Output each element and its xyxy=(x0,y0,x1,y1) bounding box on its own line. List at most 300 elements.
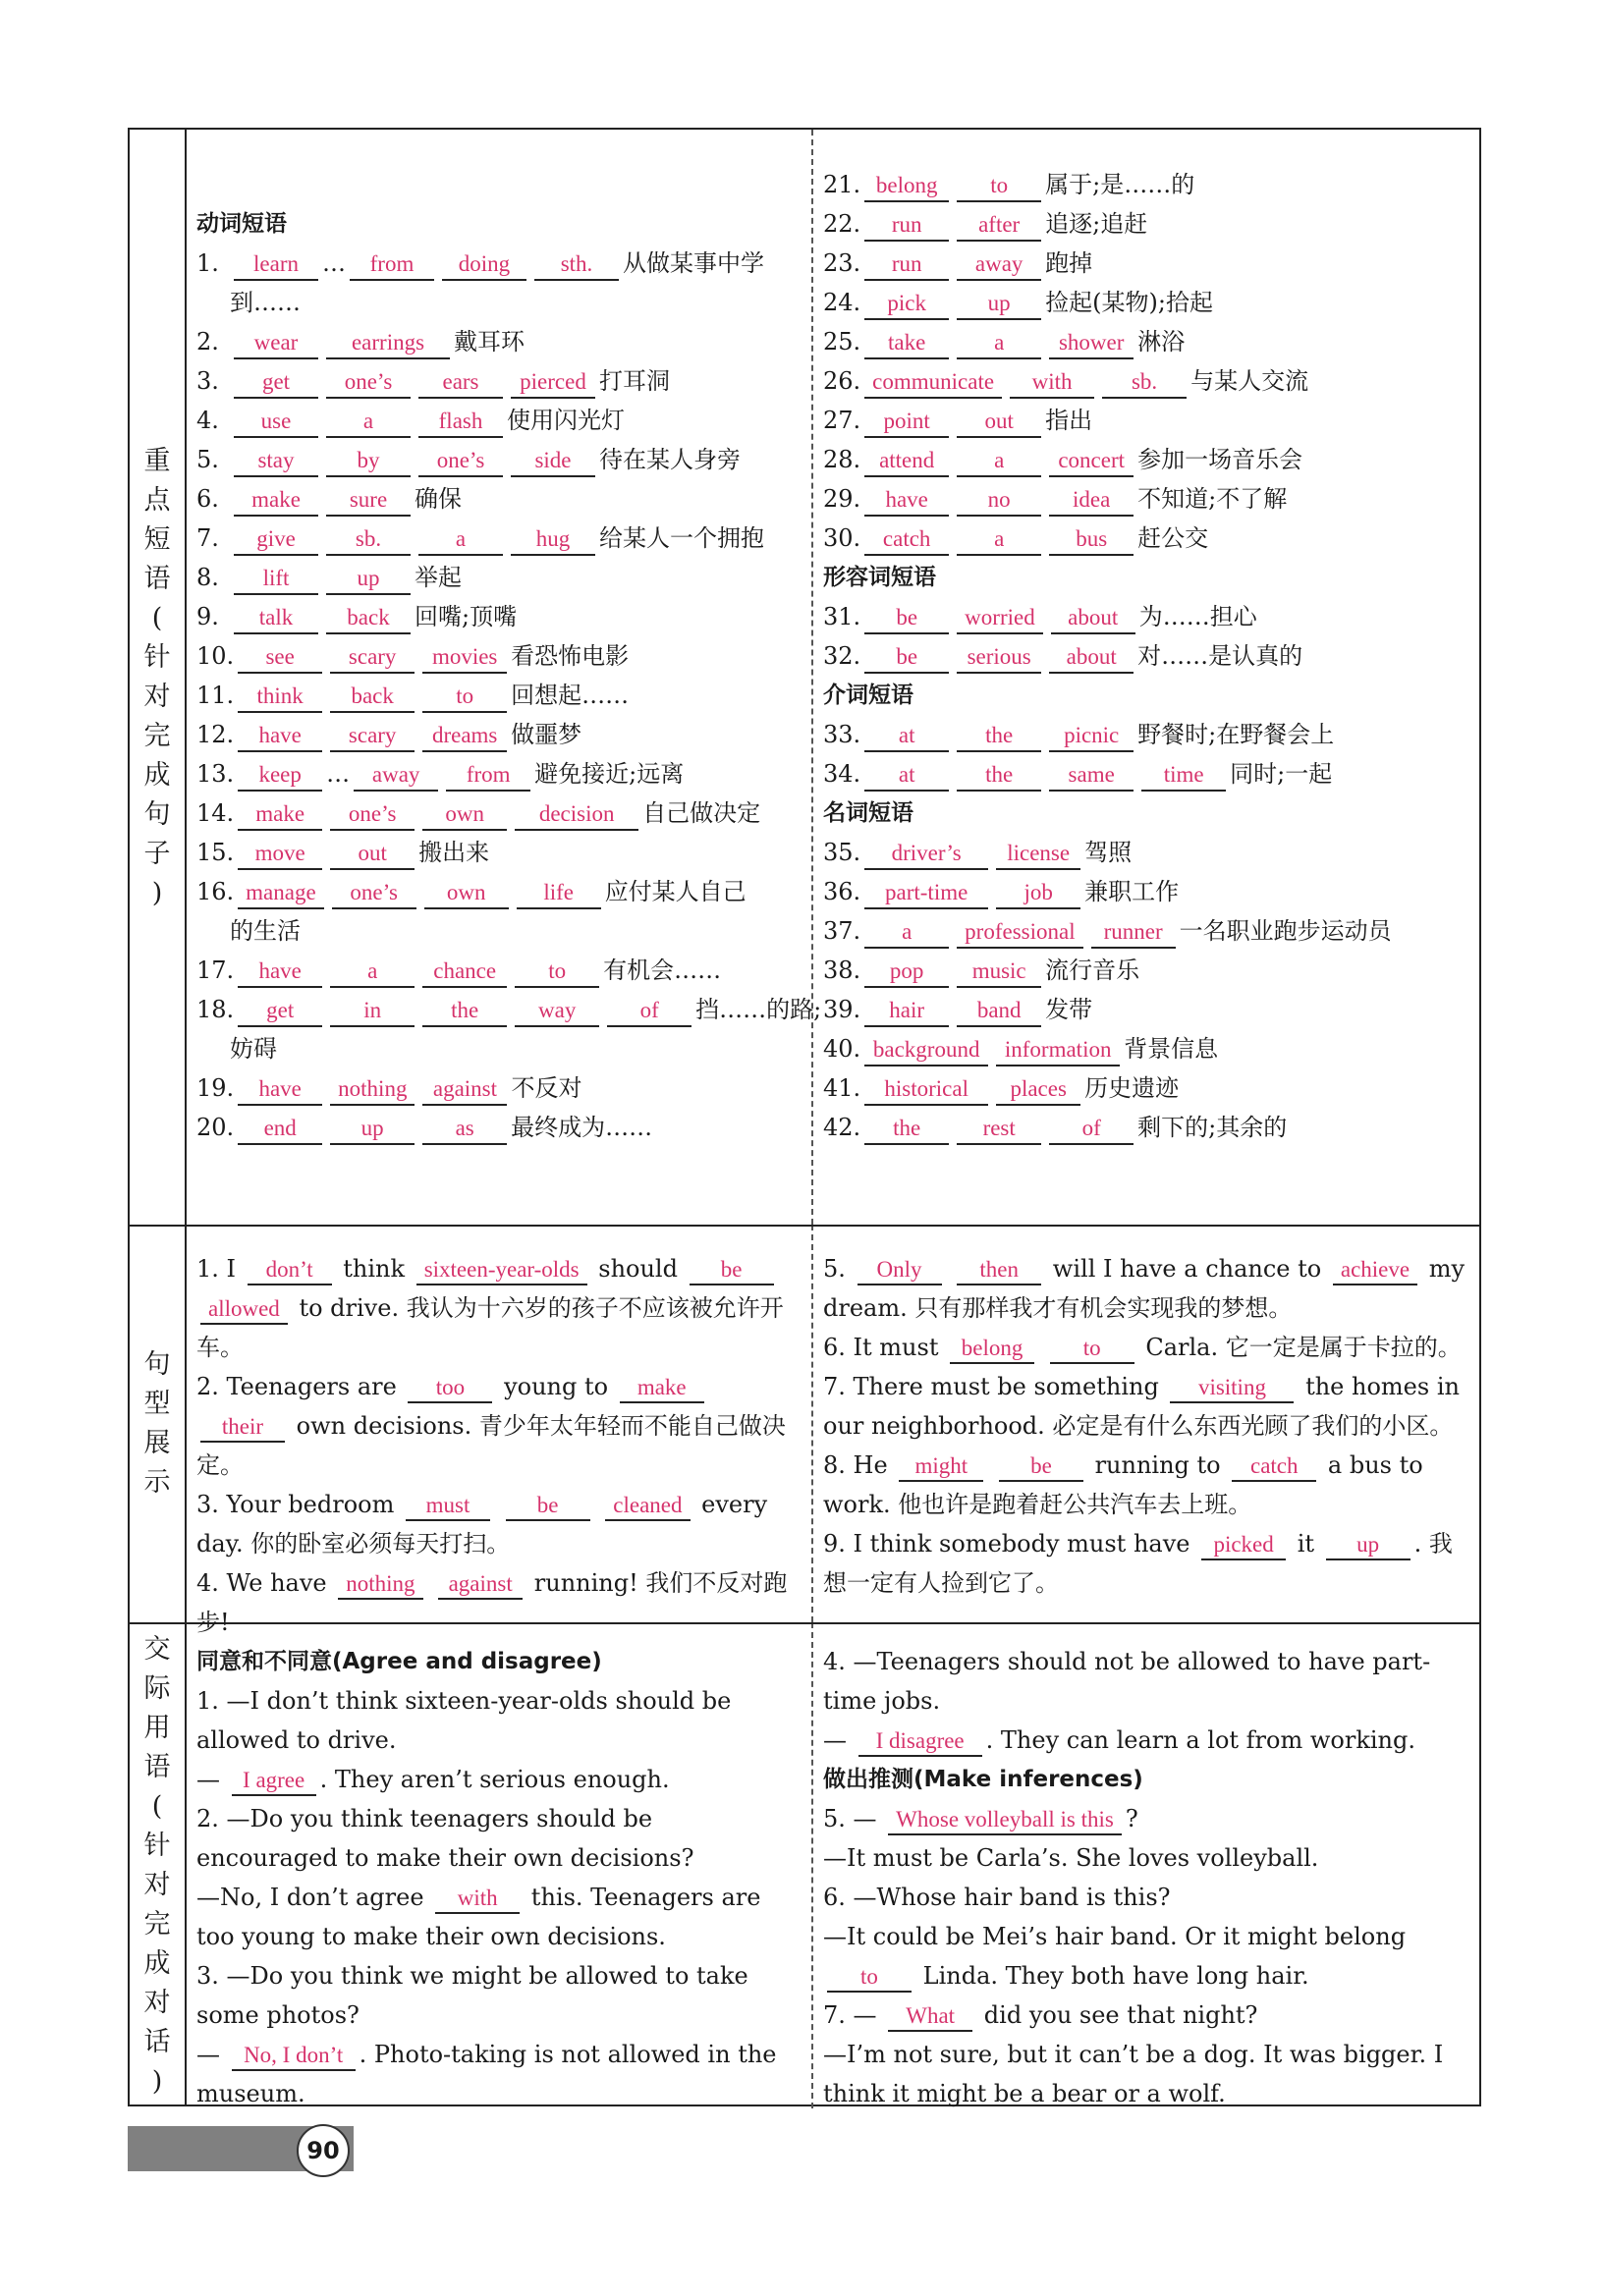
answer-blank: the xyxy=(864,1114,949,1145)
answer-blank: I disagree xyxy=(858,1727,982,1757)
answer-blank: side xyxy=(511,446,595,477)
answer-blank: up xyxy=(330,1114,415,1145)
verb-phrases-heading: 动词短语 xyxy=(196,211,287,237)
text: young to xyxy=(496,1373,616,1400)
text: —It must be Carla’s. She loves volleyball. xyxy=(823,1844,1319,1872)
phrase-item xyxy=(196,322,801,361)
text: ? xyxy=(1125,1805,1138,1832)
item-number: 6. xyxy=(196,485,219,513)
answer-blank: have xyxy=(238,721,322,752)
text: 应付某人自己 xyxy=(604,878,747,905)
answer-blank: hug xyxy=(511,524,595,556)
phrase-item xyxy=(823,715,1471,754)
text: 背景信息 xyxy=(1124,1035,1219,1063)
item-number: 31. xyxy=(823,603,861,630)
item-number: 20. xyxy=(196,1114,235,1141)
item-number: 39. xyxy=(823,996,861,1023)
text: every day. 你的卧室必须每天打扫。 xyxy=(196,1491,768,1558)
answer-blank: be xyxy=(999,1452,1083,1482)
answer-blank: a xyxy=(418,524,503,556)
text: my dream. 只有那样我才有机会实现我的梦想。 xyxy=(823,1255,1466,1322)
item-number: 29. xyxy=(823,485,861,513)
answer-blank: belong xyxy=(950,1335,1034,1364)
text: 4. We have xyxy=(196,1569,335,1597)
answer-blank: against xyxy=(438,1570,523,1600)
text: 对……是认真的 xyxy=(1137,642,1303,670)
text xyxy=(987,1451,995,1479)
text xyxy=(594,1491,602,1518)
item-number: 17. xyxy=(196,957,235,984)
text: 野餐时;在野餐会上 xyxy=(1137,721,1335,748)
text: 避免接近;远离 xyxy=(534,760,685,788)
item-number: 22. xyxy=(823,210,861,238)
label-char: 句 xyxy=(143,1348,171,1380)
answer-blank: in xyxy=(330,996,415,1027)
phrase-item xyxy=(196,951,801,990)
answer-blank: picnic xyxy=(1049,721,1134,752)
answer-blank: What xyxy=(888,2002,972,2032)
label-char: 语 xyxy=(143,1751,171,1782)
text: Carla. 它一定是属于卡拉的。 xyxy=(1137,1334,1462,1361)
answer-blank: against xyxy=(422,1074,507,1106)
answer-blank: the xyxy=(957,721,1041,752)
item-number: 26. xyxy=(823,367,861,395)
text: 参加一场音乐会 xyxy=(1137,446,1303,473)
phrase-item xyxy=(823,872,1471,911)
answer-blank: I agree xyxy=(232,1767,316,1796)
answer-blank: dreams xyxy=(422,721,507,752)
exercise-line xyxy=(196,2035,801,2113)
section-label-key-phrases xyxy=(130,130,185,1225)
text: 待在某人身旁 xyxy=(599,446,741,473)
answer-blank: run xyxy=(864,210,949,242)
exercise-line xyxy=(823,1524,1471,1603)
item-number: 38. xyxy=(823,957,861,984)
phrase-item xyxy=(823,165,1471,204)
text: 1. —I don’t think sixteen-year-olds should be allowed to drive. xyxy=(196,1687,732,1754)
answer-blank: have xyxy=(238,957,322,988)
phrase-item xyxy=(196,244,801,283)
answer-blank: cleaned xyxy=(605,1492,690,1521)
phrase-item xyxy=(196,1108,801,1147)
exercise-line xyxy=(823,1249,1471,1328)
text xyxy=(427,1569,435,1597)
answer-blank: manage xyxy=(238,878,324,909)
phrase-item xyxy=(823,1068,1471,1108)
text: 3. —Do you think we might be allowed to take some photos? xyxy=(196,1962,748,2029)
item-number: 15. xyxy=(196,839,235,866)
answer-blank: to xyxy=(827,1963,912,1993)
item-number: 19. xyxy=(196,1074,235,1102)
text: 妨碍 xyxy=(230,1035,277,1063)
sentence-patterns-left xyxy=(196,1249,801,1642)
item-number: 5. xyxy=(196,446,219,473)
label-char: 示 xyxy=(143,1466,171,1498)
answer-blank: after xyxy=(957,210,1041,242)
item-number: 11. xyxy=(196,682,235,709)
answer-blank: at xyxy=(864,721,949,752)
exercise-line xyxy=(823,1995,1471,2035)
answer-blank: lift xyxy=(234,564,318,595)
sentence-patterns-right xyxy=(823,1249,1471,1603)
text: 剩下的;其余的 xyxy=(1137,1114,1288,1141)
answer-blank: runner xyxy=(1091,917,1176,949)
text: 发带 xyxy=(1045,996,1093,1023)
text: did you see that night? xyxy=(976,2001,1258,2029)
label-char: ) xyxy=(151,2065,163,2097)
phrase-item xyxy=(823,636,1471,676)
answer-blank: as xyxy=(422,1114,507,1145)
text: 指出 xyxy=(1045,407,1093,434)
answer-blank: driver’s xyxy=(864,839,988,870)
answer-blank: don’t xyxy=(248,1256,332,1285)
answer-blank: out xyxy=(330,839,415,870)
label-char: 完 xyxy=(143,720,171,751)
item-number: 1. xyxy=(196,249,219,277)
answer-blank: Whose volleyball is this xyxy=(888,1806,1122,1835)
label-char: 语 xyxy=(143,563,171,594)
phrase-item xyxy=(823,322,1471,361)
text: — xyxy=(823,1726,855,1754)
answer-blank: bus xyxy=(1049,524,1134,556)
text: 最终成为…… xyxy=(511,1114,653,1141)
phrase-item xyxy=(196,440,801,479)
answer-blank: concert xyxy=(1049,446,1134,477)
answer-blank: band xyxy=(957,996,1041,1027)
answer-blank: nothing xyxy=(330,1074,415,1106)
answer-blank: see xyxy=(238,642,322,674)
text: … xyxy=(322,249,346,277)
answer-blank: away xyxy=(957,249,1041,281)
answer-blank: take xyxy=(864,328,949,359)
answer-blank: sb. xyxy=(326,524,411,556)
phrase-item xyxy=(196,715,801,754)
text: to drive. 我认为十六岁的孩子不应该被允许开车。 xyxy=(196,1294,784,1361)
label-char: 短 xyxy=(143,523,171,555)
text: 做噩梦 xyxy=(511,721,582,748)
text xyxy=(1038,1334,1046,1361)
phrase-item xyxy=(823,244,1471,283)
text: 8. He xyxy=(823,1451,896,1479)
answer-blank: of xyxy=(1049,1114,1134,1145)
make-inferences-heading: 做出推测(Make inferences) xyxy=(823,1767,1143,1792)
answer-blank: earrings xyxy=(326,328,450,359)
phrase-item xyxy=(196,676,801,715)
text: own decisions. 青少年太年轻而不能自己做决定。 xyxy=(196,1412,786,1479)
answer-blank: allowed xyxy=(200,1295,288,1325)
answer-blank: stay xyxy=(234,446,318,477)
phrase-item xyxy=(823,283,1471,322)
answer-blank: learn xyxy=(234,249,318,281)
answer-blank: by xyxy=(326,446,411,477)
text: —I’m not sure, but it can’t be a dog. It was bigger. I think it might be a bear or a wolf. xyxy=(823,2041,1444,2107)
answer-blank: back xyxy=(326,603,411,634)
label-char: 对 xyxy=(143,1869,171,1900)
phrase-item xyxy=(823,401,1471,440)
answer-blank: use xyxy=(234,407,318,438)
answer-blank: their xyxy=(200,1413,285,1443)
exercise-line xyxy=(823,1446,1471,1524)
answer-blank: Only xyxy=(857,1256,942,1285)
text: 从做某事中学 xyxy=(623,249,764,277)
answer-blank: hair xyxy=(864,996,949,1027)
text: 跑掉 xyxy=(1045,249,1093,277)
label-char: 点 xyxy=(143,484,171,516)
answer-blank: talk xyxy=(234,603,318,634)
answer-blank: the xyxy=(957,760,1041,792)
answer-blank: life xyxy=(517,878,601,909)
section-label-sentence-patterns xyxy=(130,1225,185,1622)
answer-blank: think xyxy=(238,682,322,713)
text: . 我想一定有人捡到它了。 xyxy=(823,1530,1453,1597)
text: 3. Your bedroom xyxy=(196,1491,402,1518)
answer-blank: sb. xyxy=(1102,367,1187,399)
answer-blank: scary xyxy=(330,642,415,674)
answer-blank: be xyxy=(506,1492,590,1521)
label-char: 交 xyxy=(143,1633,171,1665)
label-char: ( xyxy=(151,1790,163,1822)
answer-blank: then xyxy=(957,1256,1041,1285)
label-char: 型 xyxy=(143,1388,171,1419)
answer-blank: visiting xyxy=(1170,1374,1294,1403)
label-char: 重 xyxy=(143,445,171,476)
answer-blank: places xyxy=(996,1074,1080,1106)
answer-blank: part-time xyxy=(864,878,988,909)
item-number: 34. xyxy=(823,760,861,788)
exercise-line xyxy=(196,1563,801,1642)
item-number: 25. xyxy=(823,328,861,355)
answer-blank: make xyxy=(620,1374,704,1403)
text: 赶公交 xyxy=(1137,524,1209,552)
answer-blank: pop xyxy=(864,957,949,988)
text: 6. —Whose hair band is this? xyxy=(823,1884,1171,1911)
text: 使用闪光灯 xyxy=(507,407,625,434)
answer-blank: flash xyxy=(418,407,503,438)
phrase-item xyxy=(823,754,1471,793)
item-number: 12. xyxy=(196,721,235,748)
answer-blank: up xyxy=(326,564,411,595)
phrase-item xyxy=(196,833,801,872)
phrase-item xyxy=(196,636,801,676)
text: . Photo-taking is not allowed in the museum. xyxy=(196,2041,777,2107)
text: 同时;一起 xyxy=(1230,760,1333,788)
text: 有机会…… xyxy=(603,957,722,984)
answer-blank: must xyxy=(406,1492,490,1521)
phrase-item xyxy=(196,793,801,833)
text: 为……担心 xyxy=(1138,603,1257,630)
phrase-item xyxy=(823,479,1471,519)
label-char: 针 xyxy=(143,641,171,673)
exercise-line xyxy=(823,2035,1471,2113)
exercise-line xyxy=(196,1799,801,1878)
text: Linda. They both have long hair. xyxy=(915,1962,1309,1990)
text: 5. — xyxy=(823,1805,885,1832)
phrase-item xyxy=(823,204,1471,244)
exercise-line xyxy=(196,1485,801,1563)
text: 给某人一个拥抱 xyxy=(599,524,764,552)
answer-blank: worried xyxy=(957,603,1043,634)
text: 看恐怖电影 xyxy=(511,642,630,670)
text: 到…… xyxy=(230,289,301,316)
answer-blank: about xyxy=(1051,603,1135,634)
answer-blank: one’s xyxy=(418,446,503,477)
phrase-item xyxy=(196,558,801,597)
item-number: 27. xyxy=(823,407,861,434)
label-char: 句 xyxy=(143,798,171,830)
answer-blank: a xyxy=(957,328,1041,359)
answer-blank: a xyxy=(864,917,949,949)
phrase-item xyxy=(196,597,801,636)
text: 举起 xyxy=(415,564,462,591)
text: a bus to work. 他也许是跑着赶公共汽车去上班。 xyxy=(823,1451,1423,1518)
phrase-category-heading: 名词短语 xyxy=(823,800,913,826)
answer-blank: back xyxy=(330,682,415,713)
text: 2. —Do you think teenagers should be encouraged to make their own decisions? xyxy=(196,1805,694,1872)
item-number: 37. xyxy=(823,917,861,945)
exercise-line xyxy=(196,1878,801,1956)
label-char: 对 xyxy=(143,1987,171,2018)
section-label-communication xyxy=(130,1622,185,2108)
answer-blank: information xyxy=(996,1035,1120,1066)
text: 7. There must be something xyxy=(823,1373,1167,1400)
worksheet-table xyxy=(128,128,1481,2106)
answer-blank: one’s xyxy=(330,799,415,831)
exercise-line xyxy=(823,1642,1471,1721)
item-number: 18. xyxy=(196,996,235,1023)
text: running to xyxy=(1086,1451,1229,1479)
item-number: 13. xyxy=(196,760,235,788)
answer-blank: decision xyxy=(515,799,638,831)
answer-blank: with xyxy=(1010,367,1094,399)
text: 不知道;不了解 xyxy=(1137,485,1288,513)
answer-blank: run xyxy=(864,249,949,281)
answer-blank: make xyxy=(234,485,318,517)
label-char: 对 xyxy=(143,681,171,712)
item-number: 16. xyxy=(196,878,235,905)
item-number: 21. xyxy=(823,171,861,198)
text: 历史遗迹 xyxy=(1084,1074,1180,1102)
text: 与某人交流 xyxy=(1190,367,1309,395)
item-number: 33. xyxy=(823,721,861,748)
exercise-line xyxy=(196,1760,801,1799)
text: 捡起(某物);拾起 xyxy=(1045,289,1213,316)
answer-blank: sure xyxy=(326,485,411,517)
text: . They aren’t serious enough. xyxy=(319,1766,670,1793)
answer-blank: end xyxy=(238,1114,322,1145)
item-number: 30. xyxy=(823,524,861,552)
answer-blank: a xyxy=(957,524,1041,556)
phrase-item xyxy=(823,597,1471,636)
text: 流行音乐 xyxy=(1045,957,1140,984)
answer-blank: no xyxy=(957,485,1041,517)
answer-blank: rest xyxy=(957,1114,1041,1145)
answer-blank: keep xyxy=(238,760,322,792)
item-number: 2. xyxy=(196,328,219,355)
label-char: 针 xyxy=(143,1830,171,1861)
text: it xyxy=(1290,1530,1322,1558)
text: 属于;是……的 xyxy=(1045,171,1195,198)
phrase-item xyxy=(823,361,1471,401)
item-number: 23. xyxy=(823,249,861,277)
phrase-item xyxy=(196,1029,801,1068)
text: 打耳洞 xyxy=(599,367,670,395)
item-number: 14. xyxy=(196,799,235,827)
answer-blank: give xyxy=(234,524,318,556)
text: 回嘴;顶嘴 xyxy=(415,603,518,630)
answer-blank: have xyxy=(864,485,949,517)
text: 戴耳环 xyxy=(454,328,525,355)
text: 自己做决定 xyxy=(642,799,761,827)
answer-blank: to xyxy=(1050,1335,1134,1364)
answer-blank: the xyxy=(422,996,507,1027)
text: the homes in our neighborhood. 必定是有什么东西光顾了我们的小区。 xyxy=(823,1373,1460,1440)
dialogue-left xyxy=(196,1642,801,2113)
answer-blank: at xyxy=(864,760,949,792)
text: should xyxy=(590,1255,686,1283)
label-char: 际 xyxy=(143,1672,171,1704)
answer-blank: catch xyxy=(864,524,949,556)
answer-blank: historical xyxy=(864,1074,988,1106)
phrases-left-column xyxy=(196,204,822,1147)
answer-blank: away xyxy=(354,760,438,792)
item-number: 42. xyxy=(823,1114,861,1141)
answer-blank: serious xyxy=(957,642,1041,674)
answer-blank: picked xyxy=(1201,1531,1286,1560)
text: 的生活 xyxy=(230,917,301,945)
phrase-item xyxy=(823,519,1471,558)
answer-blank: nothing xyxy=(338,1570,422,1600)
answer-blank: job xyxy=(996,878,1080,909)
answer-blank: idea xyxy=(1049,485,1134,517)
answer-blank: of xyxy=(607,996,691,1027)
item-number: 36. xyxy=(823,878,861,905)
text: … xyxy=(326,760,351,788)
label-char: 完 xyxy=(143,1908,171,1940)
answer-blank: get xyxy=(234,367,318,399)
exercise-line xyxy=(196,1367,801,1485)
text: 不反对 xyxy=(511,1074,582,1102)
phrase-item xyxy=(823,1029,1471,1068)
item-number: 41. xyxy=(823,1074,861,1102)
answer-blank: sixteen-year-olds xyxy=(416,1256,587,1285)
answer-blank: shower xyxy=(1049,328,1134,359)
answer-blank: own xyxy=(422,799,507,831)
text: 6. It must xyxy=(823,1334,947,1361)
answer-blank: move xyxy=(238,839,322,870)
answer-blank: be xyxy=(864,603,949,634)
phrase-item xyxy=(196,519,801,558)
phrase-category-heading: 介词短语 xyxy=(823,683,913,708)
answer-blank: license xyxy=(996,839,1080,870)
exercise-line xyxy=(196,1956,801,2035)
answer-blank: scary xyxy=(330,721,415,752)
item-number: 32. xyxy=(823,642,861,670)
text: —No, I don’t agree xyxy=(196,1884,432,1911)
label-char: 话 xyxy=(143,2026,171,2057)
label-char: 成 xyxy=(143,759,171,791)
answer-blank: be xyxy=(864,642,949,674)
answer-blank: belong xyxy=(864,171,949,202)
answer-blank: own xyxy=(424,878,509,909)
phrase-item xyxy=(196,754,801,793)
answer-blank: pick xyxy=(864,289,949,320)
answer-blank: same xyxy=(1049,760,1134,792)
text: . They can learn a lot from working. xyxy=(985,1726,1415,1754)
answer-blank: wear xyxy=(234,328,318,359)
text: — xyxy=(196,2041,228,2068)
answer-blank: one’s xyxy=(326,367,411,399)
item-number: 35. xyxy=(823,839,861,866)
